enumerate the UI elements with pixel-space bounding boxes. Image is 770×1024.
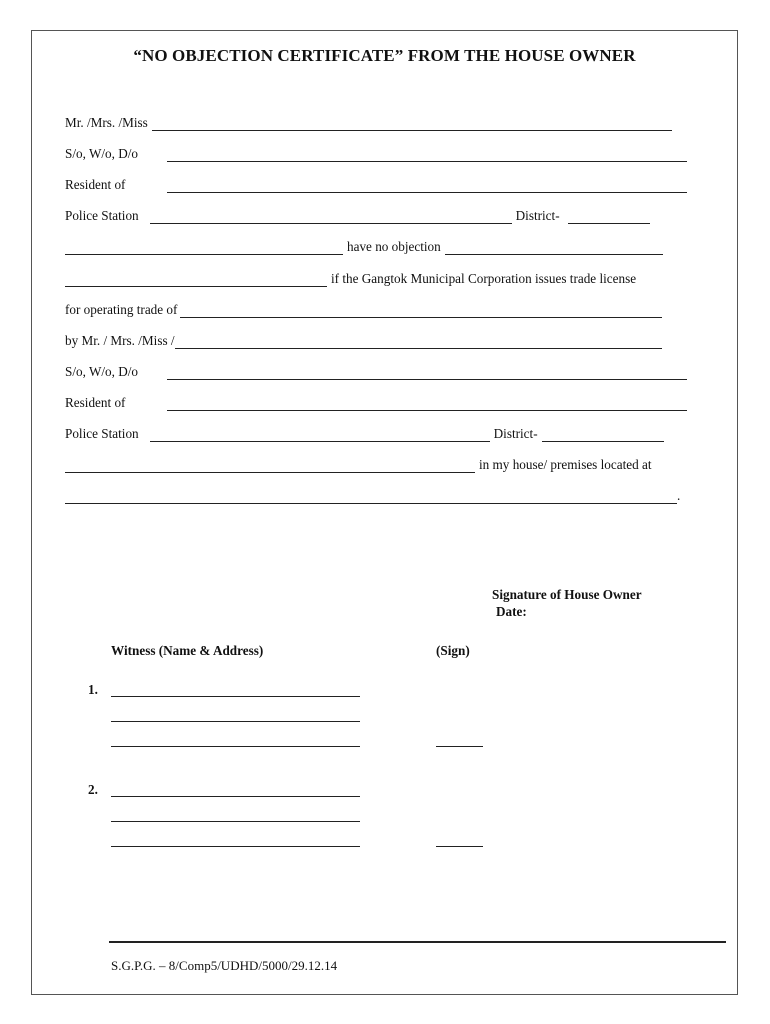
end-period: . [677, 488, 681, 503]
no-objection-text: have no objection [347, 239, 441, 254]
date-label: Date: [496, 604, 527, 619]
district-field[interactable] [568, 210, 650, 224]
relation-label: S/o, W/o, D/o [65, 146, 139, 161]
witness-2-line-1[interactable] [111, 796, 360, 797]
resident-field-2[interactable] [167, 397, 687, 411]
premises-owner-field[interactable] [65, 459, 475, 473]
certificate-page [31, 30, 738, 995]
location-row [65, 486, 680, 504]
witness-number-2: 2. [88, 782, 98, 797]
trade-row [65, 300, 662, 318]
location-field[interactable] [65, 490, 677, 504]
police-row-2 [65, 424, 664, 442]
no-objection-row [65, 237, 663, 255]
sign-heading: (Sign) [436, 643, 470, 658]
name-row [65, 113, 672, 131]
witness-heading: Witness (Name & Address) [111, 643, 264, 658]
district-label: District- [515, 208, 560, 223]
witness-1-line-2[interactable] [111, 721, 360, 722]
resident-label-2: Resident of [65, 395, 126, 410]
relation-row [65, 144, 687, 162]
police-row [65, 206, 650, 224]
witness-2-line-3[interactable] [111, 846, 360, 847]
relation-label-2: S/o, W/o, D/o [65, 364, 139, 379]
owner-signature-block [492, 586, 642, 620]
witness-2-sign-line[interactable] [436, 846, 483, 847]
owner-name-field[interactable] [65, 241, 343, 255]
no-objection-field[interactable] [445, 241, 663, 255]
district-field-2[interactable] [542, 428, 664, 442]
relation-field[interactable] [167, 148, 687, 162]
form-code: S.G.P.G. – 8/Comp5/UDHD/5000/29.12.14 [111, 958, 338, 973]
by-label: by Mr. / Mrs. /Miss / [65, 333, 175, 348]
premises-row [65, 455, 652, 473]
owner-signature-label: Signature of House Owner [492, 587, 642, 602]
relation-field-2[interactable] [167, 366, 687, 380]
relation-row-2 [65, 362, 687, 380]
trade-field[interactable] [180, 304, 662, 318]
witness-1-line-3[interactable] [111, 746, 360, 747]
trade-label: for operating trade of [65, 302, 178, 317]
premises-text: in my house/ premises located at [479, 457, 652, 472]
police-label-2: Police Station [65, 426, 139, 441]
gmc-row [65, 269, 636, 287]
applicant-name-field[interactable] [175, 335, 662, 349]
witness-2-line-2[interactable] [111, 821, 360, 822]
police-label: Police Station [65, 208, 139, 223]
police-field-2[interactable] [150, 428, 490, 442]
name-label: Mr. /Mrs. /Miss [65, 115, 148, 130]
footer-divider [109, 941, 726, 943]
gmc-field[interactable] [65, 273, 327, 287]
witness-1-line-1[interactable] [111, 696, 360, 697]
name-field[interactable] [152, 117, 672, 131]
district-label-2: District- [493, 426, 538, 441]
resident-label: Resident of [65, 177, 126, 192]
resident-row-2 [65, 393, 687, 411]
police-field[interactable] [150, 210, 512, 224]
by-row [65, 331, 662, 349]
certificate-title: “NO OBJECTION CERTIFICATE” FROM THE HOUSE OWNER [133, 46, 636, 65]
resident-row [65, 175, 687, 193]
witness-number-1: 1. [88, 682, 98, 697]
witness-1-sign-line[interactable] [436, 746, 483, 747]
resident-field[interactable] [167, 179, 687, 193]
gmc-text: if the Gangtok Municipal Corporation issues trade license [331, 271, 637, 286]
